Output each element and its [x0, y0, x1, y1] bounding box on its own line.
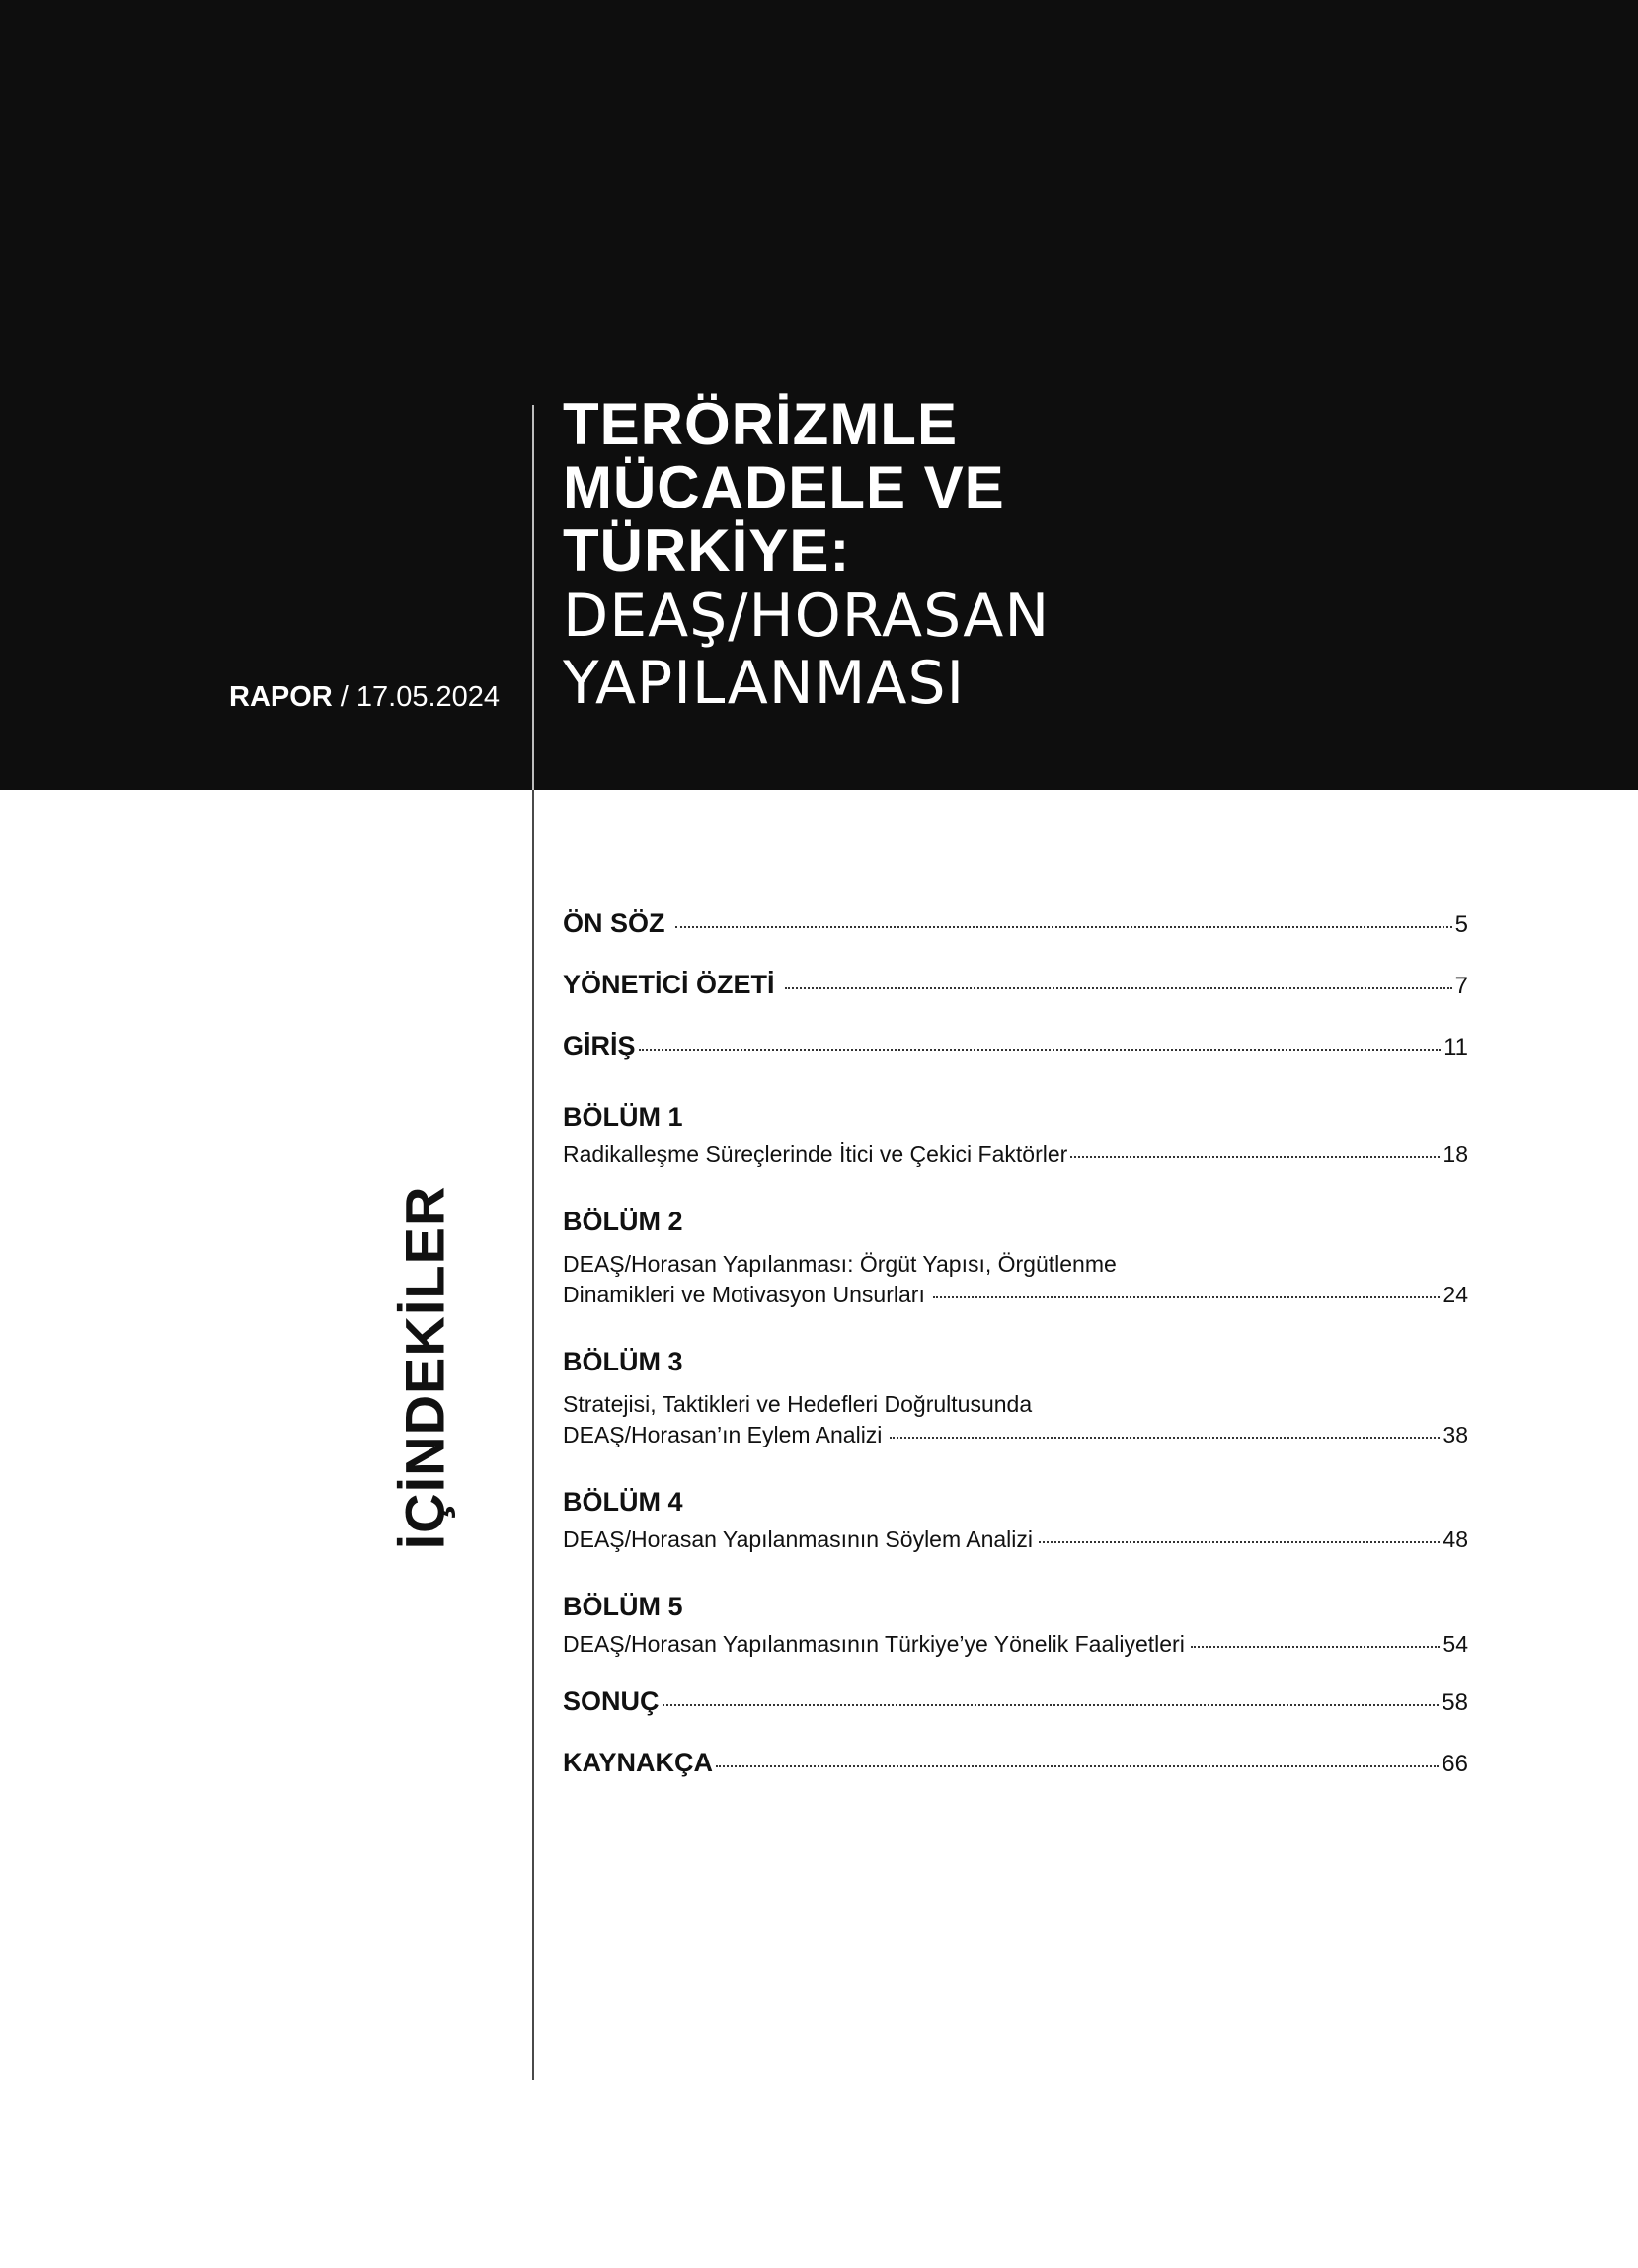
toc-entry-label: DEAŞ/Horasan’ın Eylem Analizi: [563, 1422, 883, 1447]
toc-entry-kaynakca[interactable]: [563, 1748, 1468, 1809]
toc-entry-chapter-3-line-1[interactable]: Stratejisi, Taktikleri ve Hedefleri Doğrultusunda: [563, 1391, 1033, 1417]
toc-entry-giris[interactable]: [563, 1031, 1468, 1092]
dot-leader: [1070, 1156, 1440, 1158]
table-of-contents: [563, 908, 1468, 1809]
toc-entry-page: 18: [1443, 1141, 1468, 1167]
title-line-1: TERÖRİZMLE: [563, 391, 958, 457]
toc-entry-label: KAYNAKÇA: [563, 1748, 714, 1777]
toc-entry-page: 58: [1442, 1689, 1468, 1716]
toc-heading: [390, 1185, 459, 1550]
chapter-5-title: BÖLÜM 5: [563, 1592, 683, 1621]
toc-entry-chapter-5[interactable]: [563, 1631, 1468, 1677]
title-line-3: TÜRKİYE:: [563, 517, 851, 584]
toc-entry-label: Radikalleşme Süreçlerinde İtici ve Çekici Faktörler: [563, 1141, 1068, 1167]
toc-entry-label: ÖN SÖZ: [563, 908, 665, 938]
toc-entry-page: 7: [1454, 973, 1468, 999]
dot-leader: [933, 1296, 1441, 1298]
dot-leader: [1039, 1541, 1440, 1543]
subtitle-line-1: DEAŞ/HORASAN: [563, 582, 1051, 651]
toc-entry-sonuc[interactable]: [563, 1686, 1468, 1748]
dot-leader: [639, 1049, 1442, 1051]
dot-leader: [663, 1704, 1440, 1706]
dot-leader: [675, 926, 1452, 928]
report-label: [229, 681, 501, 714]
dot-leader: [1191, 1646, 1441, 1648]
toc-entry-page: 38: [1443, 1422, 1468, 1447]
dot-leader: [785, 987, 1452, 989]
toc-entry-label: Dinamikleri ve Motivasyon Unsurları: [563, 1282, 925, 1307]
toc-entry-label: DEAŞ/Horasan Yapılanmasının Söylem Analizi: [563, 1526, 1034, 1552]
report-type: RAPOR: [229, 681, 333, 713]
toc-entry-label: YÖNETİCİ ÖZETİ: [563, 970, 775, 999]
toc-entry-chapter-2-line-1[interactable]: DEAŞ/Horasan Yapılanması: Örgüt Yapısı, Örgütlenme: [563, 1251, 1117, 1277]
chapter-2-title: BÖLÜM 2: [563, 1207, 683, 1236]
toc-entry-page: 54: [1443, 1631, 1468, 1657]
toc-entry-label: DEAŞ/Horasan Yapılanmasının Türkiye’ye Yönelik Faaliyetleri: [563, 1631, 1185, 1657]
toc-entry-chapter-4[interactable]: [563, 1526, 1468, 1572]
toc-entry-page: 66: [1442, 1751, 1468, 1777]
toc-entry-page: 48: [1443, 1526, 1468, 1552]
toc-entry-on-soz[interactable]: [563, 908, 1468, 970]
report-date: / 17.05.2024: [332, 681, 501, 713]
dot-leader: [890, 1437, 1440, 1439]
toc-entry-chapter-2[interactable]: [563, 1282, 1468, 1327]
toc-entry-page: 24: [1443, 1282, 1468, 1307]
toc-entry-chapter-3[interactable]: [563, 1422, 1468, 1467]
title-line-2: MÜCADELE VE: [563, 454, 1005, 520]
toc-entry-page: 11: [1443, 1034, 1468, 1060]
toc-entry-page: 5: [1454, 911, 1468, 938]
subtitle-line-2: YAPILANMASI: [563, 649, 966, 718]
toc-entry-chapter-1[interactable]: [563, 1141, 1468, 1187]
toc-entry-yonetici-ozeti[interactable]: [563, 970, 1468, 1031]
vertical-divider-upper: [532, 405, 534, 790]
toc-entry-label: SONUÇ: [563, 1686, 660, 1716]
toc-entry-label: GİRİŞ: [563, 1031, 636, 1060]
chapter-1-title: BÖLÜM 1: [563, 1102, 683, 1132]
chapter-4-title: BÖLÜM 4: [563, 1487, 683, 1517]
dot-leader: [716, 1765, 1439, 1767]
chapter-3-title: BÖLÜM 3: [563, 1347, 683, 1376]
toc-heading-text: İÇİNDEKİLER: [393, 1185, 456, 1550]
report-title: [563, 393, 1599, 717]
